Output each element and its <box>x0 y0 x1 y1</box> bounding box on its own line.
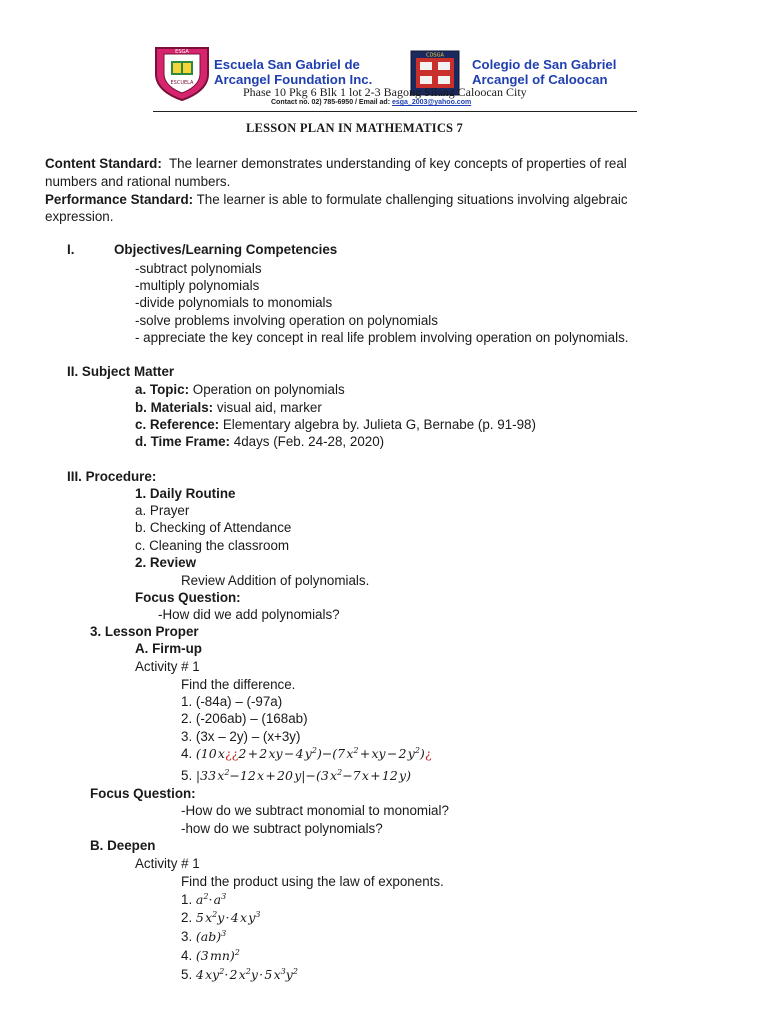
difference-item: 1. (-84a) – (-97a) <box>181 694 283 709</box>
reference-label: c. Reference: <box>135 417 220 432</box>
product-item-3 <box>181 928 226 945</box>
school-address: Phase 10 Pkg 6 Blk 1 lot 2-3 Bagong Silang Caloocan City <box>243 85 527 99</box>
routine-item: c. Cleaning the classroom <box>135 538 290 553</box>
difference-item-4-number: 4. <box>181 746 193 761</box>
time-frame-value: 4days (Feb. 24-28, 2020) <box>233 434 385 449</box>
performance-standard-text1: The learner is able to formulate challenging situations involving algebraic <box>196 192 628 207</box>
product-item-1-number: 1. <box>181 892 193 907</box>
focus-question-2-item: -how do we subtract polynomials? <box>181 821 383 836</box>
difference-item-5 <box>181 767 411 784</box>
content-standard-label: Content Standard: <box>45 156 162 171</box>
contact-line <box>271 99 471 106</box>
header-divider <box>153 111 637 112</box>
school-left-line2: Arcangel Foundation Inc. <box>214 72 373 87</box>
product-item-5-expression: 4 $xy^2\cdot$ 2 $x^2y$ · 5 $x^3y^2$ <box>195 967 298 982</box>
logo-left-subtext: ESCUELA <box>170 80 194 86</box>
objective-item: - appreciate the key concept in real life problem involving operation on polynomials. <box>135 330 629 345</box>
section2-title: II. Subject Matter <box>67 364 175 379</box>
product-item-4 <box>181 947 240 964</box>
contact-email-link[interactable]: esga_2003@yahoo.com <box>392 99 472 106</box>
contact-label: Contact no. 02) 785-6950 / Email ad: <box>271 99 391 106</box>
focus-question-text: -How did we add polynomials? <box>158 607 340 622</box>
product-item-2-number: 2. <box>181 910 193 925</box>
time-frame-line <box>135 433 384 450</box>
materials-label: b. Materials: <box>135 400 214 415</box>
review-heading: 2. Review <box>135 555 197 570</box>
school-right-line2: Arcangel of Caloocan <box>472 72 608 87</box>
topic-line <box>135 381 345 398</box>
product-item-4-expression: (3 mn)$^2$ <box>195 948 240 963</box>
difference-item-4-expression: (10 x¿¿2 + 2 xy − 4 $y^2)-(7$ $x^2$ + xy − 2 $y^2)¿$ <box>195 746 432 761</box>
reference-line <box>135 416 536 433</box>
esga-shield-logo <box>152 44 212 102</box>
find-product-instruction: Find the product using the law of exponents. <box>181 874 444 889</box>
deepen-heading: B. Deepen <box>90 838 156 853</box>
product-item-2 <box>181 909 260 926</box>
logo-right-text: CDSGA <box>426 52 444 59</box>
section1-numeral: I. <box>67 242 75 257</box>
objective-item: -solve problems involving operation on polynomials <box>135 313 438 328</box>
routine-item: a. Prayer <box>135 503 190 518</box>
topic-label: a. Topic: <box>135 382 190 397</box>
objective-item: -divide polynomials to monomials <box>135 295 333 310</box>
performance-standard-text2: expression. <box>45 209 114 224</box>
daily-routine-heading: 1. Daily Routine <box>135 486 236 501</box>
objective-item: -subtract polynomials <box>135 261 262 276</box>
lesson-proper-heading: 3. Lesson Proper <box>90 624 199 639</box>
content-standard <box>45 155 627 172</box>
routine-item: b. Checking of Attendance <box>135 520 292 535</box>
product-item-3-number: 3. <box>181 929 193 944</box>
school-left-line1: Escuela San Gabriel de <box>214 57 360 72</box>
objective-item: -multiply polynomials <box>135 278 260 293</box>
difference-item-5-number: 5. <box>181 768 193 783</box>
difference-item: 3. (3x – 2y) – (x+3y) <box>181 729 301 744</box>
find-difference-instruction: Find the difference. <box>181 677 296 692</box>
product-item-2-expression: 5 $x^2y$ · 4 x $y^3$ <box>195 910 261 925</box>
activity-label-2: Activity # 1 <box>135 856 200 871</box>
difference-item-4 <box>181 745 432 762</box>
product-item-5 <box>181 966 298 983</box>
reference-value: Elementary algebra by. Julieta G, Bernabe (p. 91-98) <box>222 417 536 432</box>
review-text: Review Addition of polynomials. <box>181 573 370 588</box>
firm-up-heading: A. Firm-up <box>135 641 202 656</box>
content-standard-text1: The learner demonstrates understanding of key concepts of properties of real <box>169 156 627 171</box>
school-right-line1: Colegio de San Gabriel <box>472 57 617 72</box>
section1-title: Objectives/Learning Competencies <box>114 242 338 257</box>
product-item-3-expression: (ab)$^3$ <box>195 929 227 944</box>
document-title: LESSON PLAN IN MATHEMATICS 7 <box>246 121 463 135</box>
activity-label: Activity # 1 <box>135 659 200 674</box>
difference-item-5-expression: |33 $x^2-12$ x + 20 y|−(3 $x^2-7$ x + 12 y) <box>195 768 411 783</box>
performance-standard-label: Performance Standard: <box>45 192 194 207</box>
focus-question-label: Focus Question: <box>135 590 241 605</box>
product-item-1-expression: $a^2\cdot$ $a^3$ <box>195 892 227 907</box>
focus-question-2-item: -How do we subtract monomial to monomial? <box>181 803 449 818</box>
topic-value: Operation on polynomials <box>192 382 345 397</box>
product-item-4-number: 4. <box>181 948 193 963</box>
materials-line <box>135 399 322 416</box>
section3-title: III. Procedure: <box>67 469 157 484</box>
performance-standard <box>45 191 628 208</box>
product-item-1 <box>181 891 226 908</box>
product-item-5-number: 5. <box>181 967 193 982</box>
difference-item: 2. (-206ab) – (168ab) <box>181 711 308 726</box>
materials-value: visual aid, marker <box>216 400 322 415</box>
content-standard-text2: numbers and rational numbers. <box>45 174 231 189</box>
time-frame-label: d. Time Frame: <box>135 434 231 449</box>
logo-left-text: ESGA <box>175 49 189 55</box>
focus-question-2-label: Focus Question: <box>90 786 196 801</box>
